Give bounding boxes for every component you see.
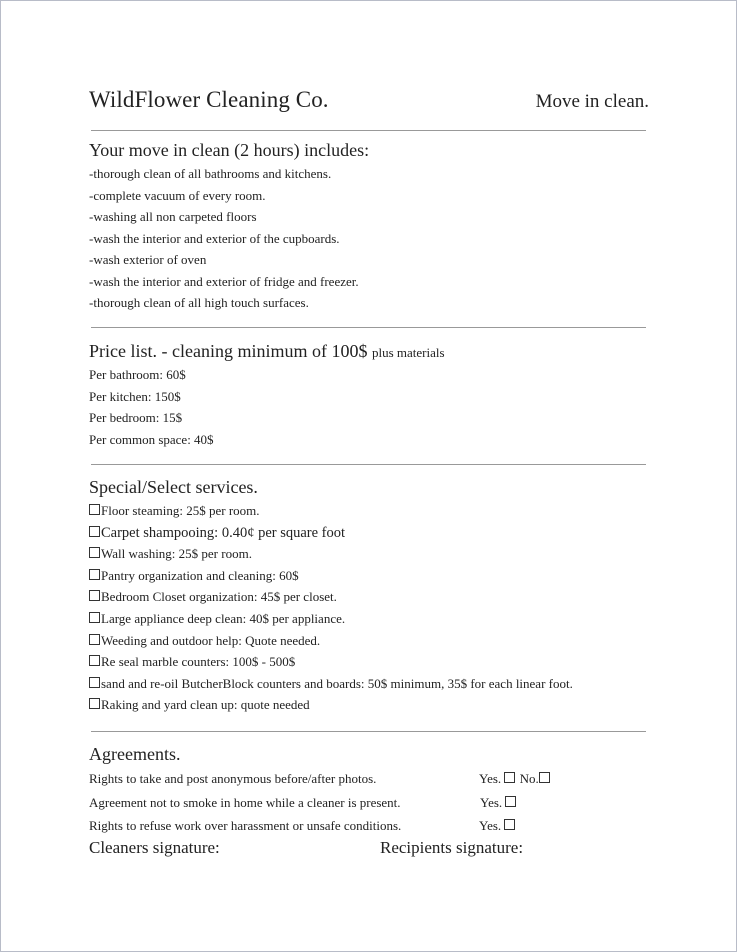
divider	[91, 731, 646, 732]
service-label: Wall washing: 25$ per room.	[101, 546, 252, 562]
service-label: Weeding and outdoor help: Quote needed.	[101, 632, 321, 648]
special-services-title: Special/Select services.	[89, 477, 258, 497]
service-label: Carpet shampooing: 0.40¢ per square foot	[101, 524, 346, 541]
price-item: Per kitchen: 150$	[89, 388, 181, 404]
yes-checkbox[interactable]	[504, 819, 515, 830]
yes-label: Yes.	[479, 771, 502, 786]
service-label: Large appliance deep clean: 40$ per appliance.	[101, 610, 346, 626]
include-item: -wash the interior and exterior of fridge and freezer.	[89, 273, 359, 289]
service-label: Re seal marble counters: 100$ - 500$	[101, 654, 296, 670]
service-label: Floor steaming: 25$ per room.	[101, 503, 260, 518]
service-checkbox[interactable]	[89, 590, 100, 601]
service-checkbox[interactable]	[89, 526, 100, 537]
agreement-text: Rights to take and post anonymous before/after photos.	[89, 771, 377, 786]
yes-label: Yes.	[479, 818, 502, 833]
service-item	[89, 522, 649, 544]
service-item	[89, 694, 649, 716]
service-label: Bedroom Closet organization: 45$ per closet.	[101, 589, 337, 605]
include-item: -thorough clean of all bathrooms and kitchens.	[89, 166, 332, 181]
include-item: -wash exterior of oven	[89, 252, 207, 267]
price-list-title	[89, 340, 649, 364]
service-item	[89, 565, 649, 587]
service-item	[89, 608, 649, 630]
agreement-text: Rights to refuse work over harassment or unsafe conditions.	[89, 818, 402, 833]
service-label: Pantry organization and cleaning: 60$	[101, 567, 299, 583]
agreement-row	[89, 767, 649, 791]
price-list-heading: Price list. - cleaning minimum of 100$	[89, 341, 368, 361]
service-item	[89, 630, 649, 652]
divider	[91, 130, 646, 131]
agreements-title: Agreements.	[89, 744, 181, 764]
agreement-text: Agreement not to smoke in home while a cleaner is present.	[89, 794, 401, 810]
service-checkbox[interactable]	[89, 698, 100, 709]
divider	[91, 327, 646, 328]
price-item: Per bathroom: 60$	[89, 367, 186, 382]
price-item: Per common space: 40$	[89, 431, 214, 447]
agreement-row	[89, 791, 649, 815]
service-label: Raking and yard clean up: quote needed	[101, 697, 310, 713]
include-item: -complete vacuum of every room.	[89, 187, 266, 203]
yes-checkbox[interactable]	[504, 772, 515, 783]
special-services-section	[89, 476, 649, 716]
service-checkbox[interactable]	[89, 655, 100, 666]
include-item: -wash the interior and exterior of the cupboards.	[89, 230, 340, 246]
include-item: -thorough clean of all high touch surfaces.	[89, 295, 309, 310]
service-name: Move in clean.	[535, 91, 649, 112]
no-label: No.	[519, 771, 539, 786]
price-list-section	[89, 340, 649, 450]
price-item: Per bedroom: 15$	[89, 410, 183, 425]
document-header	[89, 87, 649, 119]
agreement-answer	[479, 767, 551, 791]
cleaner-signature-label: Cleaners signature:	[89, 838, 220, 857]
recipient-signature-label: Recipients signature:	[380, 838, 524, 857]
company-name: WildFlower Cleaning Co.	[89, 87, 329, 112]
yes-label: Yes.	[480, 794, 503, 810]
service-checkbox[interactable]	[89, 634, 100, 645]
agreement-answer	[479, 814, 516, 838]
service-checkbox[interactable]	[89, 569, 100, 580]
service-item	[89, 651, 649, 673]
includes-section	[89, 139, 649, 314]
service-item	[89, 673, 649, 695]
service-checkbox[interactable]	[89, 547, 100, 558]
service-checkbox[interactable]	[89, 612, 100, 623]
price-list-note: plus materials	[371, 345, 445, 360]
include-item: -washing all non carpeted floors	[89, 209, 257, 224]
service-checkbox[interactable]	[89, 504, 100, 515]
no-checkbox[interactable]	[539, 772, 550, 783]
divider	[91, 464, 646, 465]
service-item	[89, 586, 649, 608]
service-item	[89, 543, 649, 565]
agreements-section	[89, 743, 649, 838]
agreement-answer	[480, 791, 517, 815]
service-label: sand and re-oil ButcherBlock counters and boards: 50$ minimum, 35$ for each linear foot.	[101, 675, 573, 691]
includes-title: Your move in clean (2 hours) includes:	[89, 140, 370, 160]
service-item	[89, 500, 649, 522]
agreement-row	[89, 814, 649, 838]
yes-checkbox[interactable]	[505, 796, 516, 807]
service-checkbox[interactable]	[89, 677, 100, 688]
